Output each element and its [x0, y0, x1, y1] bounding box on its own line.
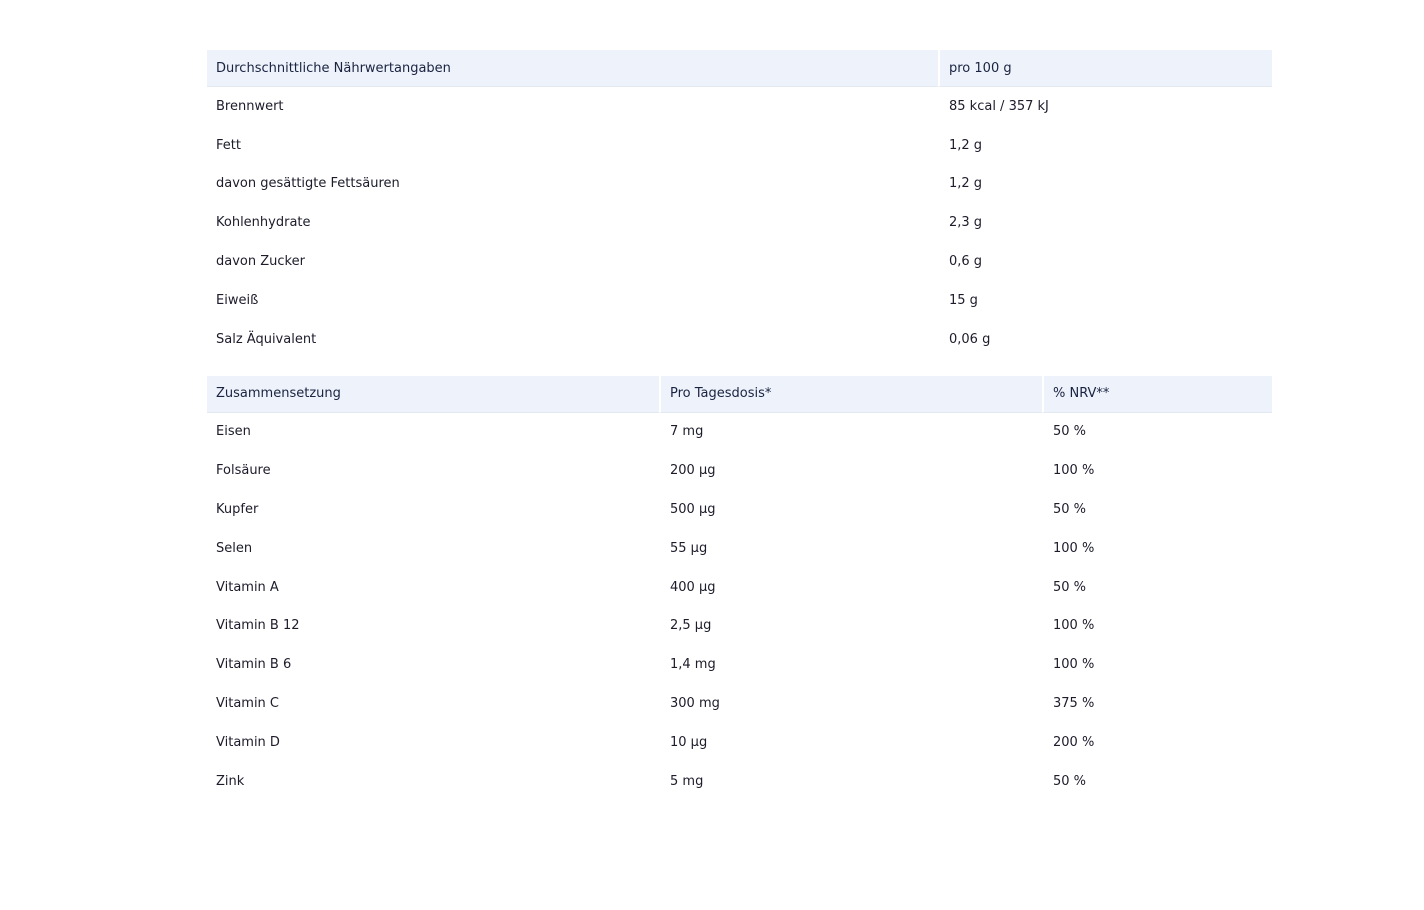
ingredient-name: Vitamin D	[216, 734, 280, 750]
daily-dose: 55 µg	[659, 529, 1042, 568]
nutrient-value: 0,6 g	[938, 242, 1272, 281]
nutrient-value: 2,3 g	[938, 203, 1272, 242]
ingredient-name: Kupfer	[216, 502, 259, 518]
table-row	[207, 165, 1272, 204]
column-header-ingredient: Zusammensetzung	[207, 376, 659, 413]
nutrient-value: 1,2 g	[938, 165, 1272, 204]
ingredient-name: Folsäure	[216, 463, 271, 479]
daily-dose: 1,4 mg	[659, 645, 1042, 684]
column-header-daily-dose: Pro Tagesdosis*	[659, 376, 1042, 413]
ingredient-name: Selen	[216, 540, 253, 556]
daily-dose: 500 µg	[659, 490, 1042, 529]
nutrient-value: 1,2 g	[938, 126, 1272, 165]
nutrient-name: Fett	[216, 137, 241, 153]
daily-dose: 5 mg	[659, 762, 1042, 801]
nrv-percent: 50 %	[1042, 490, 1272, 529]
table-row	[207, 490, 1272, 529]
nutrition-content	[207, 50, 1272, 801]
ingredient-name: Vitamin B 6	[216, 657, 292, 673]
nutrition-table	[207, 50, 1272, 359]
table-row	[207, 568, 1272, 607]
ingredient-name: Zink	[216, 773, 245, 789]
table-row	[207, 242, 1272, 281]
nutrient-name: Salz Äquivalent	[216, 331, 317, 347]
nutrient-value: 85 kcal / 357 kJ	[938, 87, 1272, 126]
footnote-fragment	[207, 845, 407, 852]
table-row	[207, 320, 1272, 359]
composition-table-header	[207, 376, 1272, 413]
nrv-percent: 100 %	[1042, 607, 1272, 646]
nutrient-value: 0,06 g	[938, 320, 1272, 359]
nrv-percent: 50 %	[1042, 413, 1272, 452]
table-row	[207, 684, 1272, 723]
ingredient-name: Vitamin B 12	[216, 618, 300, 634]
column-header-nutrient: Durchschnittliche Nährwertangaben	[207, 50, 938, 87]
table-row	[207, 281, 1272, 320]
table-row	[207, 413, 1272, 452]
column-header-per-100g: pro 100 g	[938, 50, 1272, 87]
daily-dose: 200 µg	[659, 451, 1042, 490]
table-row	[207, 645, 1272, 684]
daily-dose: 300 mg	[659, 684, 1042, 723]
column-header-nrv: % NRV**	[1042, 376, 1272, 413]
table-row	[207, 126, 1272, 165]
ingredient-name: Vitamin C	[216, 696, 280, 712]
nutrient-value: 15 g	[938, 281, 1272, 320]
nutrient-name: Brennwert	[216, 98, 284, 114]
nrv-percent: 50 %	[1042, 568, 1272, 607]
nutrient-name: Kohlenhydrate	[216, 215, 311, 231]
ingredient-name: Vitamin A	[216, 579, 279, 595]
ingredient-name: Eisen	[216, 424, 251, 440]
table-row	[207, 203, 1272, 242]
nutrition-table-header	[207, 50, 1272, 87]
table-row	[207, 762, 1272, 801]
nutrient-name: Eiweiß	[216, 292, 259, 308]
nrv-percent: 375 %	[1042, 684, 1272, 723]
table-row	[207, 529, 1272, 568]
nrv-percent: 100 %	[1042, 451, 1272, 490]
footnote-clipped	[207, 845, 407, 853]
composition-table	[207, 376, 1272, 801]
nutrient-name: davon Zucker	[216, 254, 305, 270]
nrv-percent: 200 %	[1042, 723, 1272, 762]
daily-dose: 10 µg	[659, 723, 1042, 762]
table-row	[207, 87, 1272, 126]
daily-dose: 7 mg	[659, 413, 1042, 452]
table-row	[207, 607, 1272, 646]
nrv-percent: 100 %	[1042, 645, 1272, 684]
nutrient-name: davon gesättigte Fettsäuren	[216, 176, 400, 192]
table-row	[207, 723, 1272, 762]
daily-dose: 2,5 µg	[659, 607, 1042, 646]
nrv-percent: 50 %	[1042, 762, 1272, 801]
nrv-percent: 100 %	[1042, 529, 1272, 568]
daily-dose: 400 µg	[659, 568, 1042, 607]
table-row	[207, 451, 1272, 490]
